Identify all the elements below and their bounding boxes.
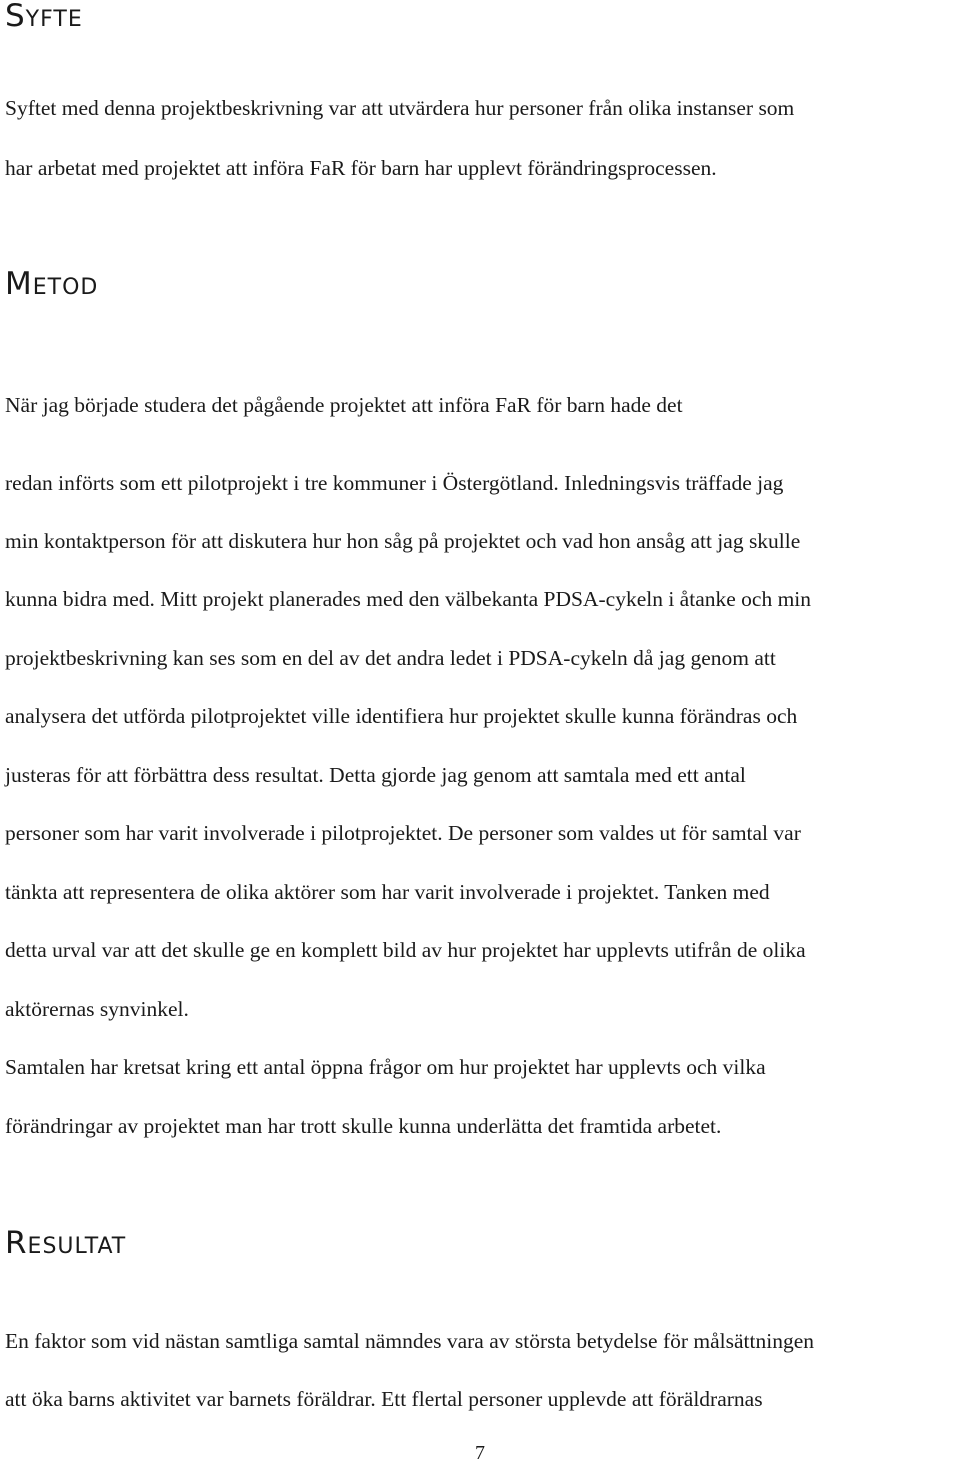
- heading-resultat: Resultat: [5, 1225, 127, 1261]
- metod-line-8: personer som har varit involverade i pilotprojektet. De personer som valdes ut för samtal var: [5, 821, 801, 845]
- syfte-line-1: Syftet med denna projektbeskrivning var att utvärdera hur personer från olika instanser som: [5, 96, 795, 120]
- page-number: 7: [475, 1442, 485, 1464]
- metod-line-3: min kontaktperson för att diskutera hur hon såg på projektet och vad hon ansåg att jag skulle: [5, 529, 801, 553]
- heading-metod: Metod: [5, 266, 99, 302]
- metod-line-13: förändringar av projektet man har trott skulle kunna underlätta det framtida arbetet.: [5, 1114, 722, 1138]
- metod-line-10: detta urval var att det skulle ge en komplett bild av hur projektet har upplevts utifrån de olika: [5, 938, 806, 962]
- metod-line-5: projektbeskrivning kan ses som en del av det andra ledet i PDSA-cykeln då jag genom att: [5, 646, 776, 670]
- resultat-line-2: att öka barns aktivitet var barnets föräldrar. Ett flertal personer upplevde att föräldrarnas: [5, 1387, 763, 1411]
- syfte-line-2: har arbetat med projektet att införa FaR för barn har upplevt förändringsprocessen.: [5, 156, 717, 180]
- metod-line-1: När jag började studera det pågående projektet att införa FaR för barn hade det: [5, 393, 683, 417]
- metod-line-12: Samtalen har kretsat kring ett antal öppna frågor om hur projektet har upplevts och vilka: [5, 1055, 766, 1079]
- metod-line-4: kunna bidra med. Mitt projekt planerades med den välbekanta PDSA-cykeln i åtanke och min: [5, 587, 812, 611]
- metod-line-6: analysera det utförda pilotprojektet ville identifiera hur projektet skulle kunna förändras och: [5, 704, 798, 728]
- metod-line-11: aktörernas synvinkel.: [5, 997, 189, 1021]
- metod-line-7: justeras för att förbättra dess resultat. Detta gjorde jag genom att samtala med ett antal: [5, 763, 746, 787]
- metod-line-2: redan införts som ett pilotprojekt i tre kommuner i Östergötland. Inledningsvis träffade jag: [5, 471, 784, 495]
- resultat-line-1: En faktor som vid nästan samtliga samtal nämndes vara av största betydelse för målsättningen: [5, 1329, 815, 1353]
- metod-line-9: tänkta att representera de olika aktörer som har varit involverade i projektet. Tanken med: [5, 880, 770, 904]
- heading-syfte: Syfte: [5, 0, 83, 34]
